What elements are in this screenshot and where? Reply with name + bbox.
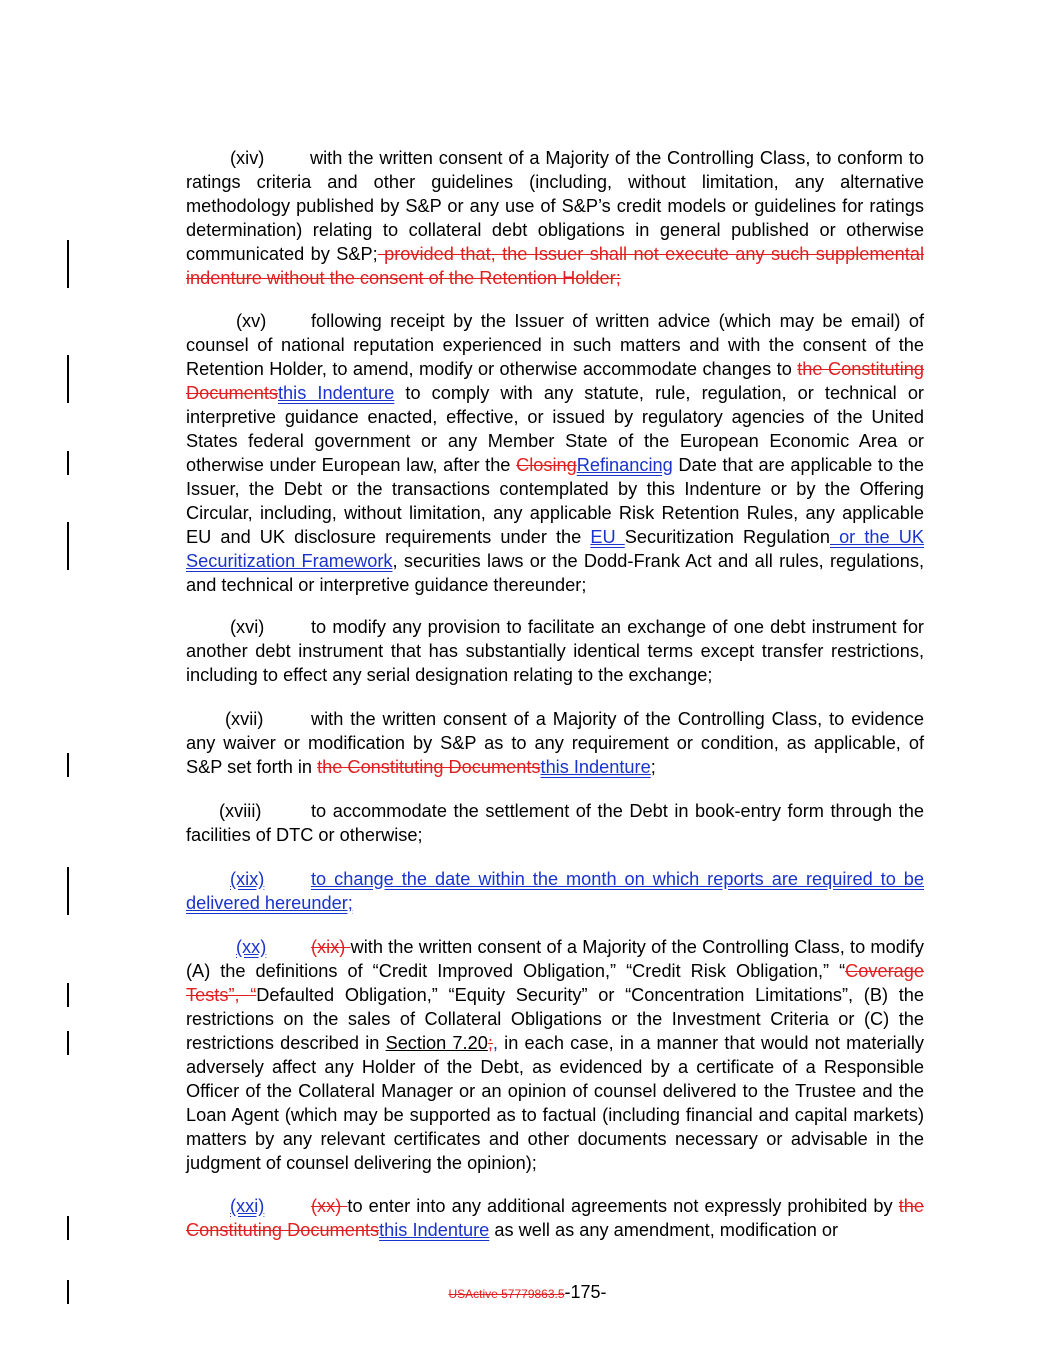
clause-number: (xix) — [230, 869, 265, 889]
clause-text: to modify any provision to facilitate an exchange of one debt instrument for another debt instrument that has substantially identical terms except transfer restrictions, including to effect any serial designation relating to the exchange; — [186, 617, 924, 685]
deleted-text: (xx) — [311, 1196, 348, 1216]
document-id: USActive 57779863.5 — [448, 1287, 565, 1301]
page-footer — [0, 1280, 1055, 1306]
change-bar — [67, 1031, 69, 1055]
change-bar — [67, 355, 69, 403]
clause-text: to comply with any statute, rule, regulation, or technical or interpretive guidance enacted, effective, or issued by regulatory agencies of the United States federal government or any Member State of the European Economic Area or otherwise under European law, after the — [186, 383, 924, 475]
deleted-text: (xix) — [311, 937, 351, 957]
deleted-text: provided that, the Issuer shall not execute any such supplemental indenture without the consent of the Retention Holder; — [186, 244, 924, 288]
change-bar — [67, 983, 69, 1007]
clause-number: (xx) — [236, 937, 267, 957]
paragraph-xix — [186, 867, 924, 915]
clause-text: to accommodate the settlement of the Debt in book-entry form through the facilities of DTC or otherwise; — [186, 801, 924, 845]
section-reference: Section 7.20 — [385, 1033, 488, 1053]
clause-text: with the written consent of a Majority of the Controlling Class, to modify (A) the definitions of “Credit Improved Obligation,” “Credit Risk Obligation,” “ — [186, 937, 924, 981]
deleted-text: ; — [487, 1033, 493, 1053]
inserted-text: this Indenture — [278, 383, 395, 403]
page-number: -175- — [564, 1282, 607, 1302]
clause-number: (xv) — [236, 311, 267, 331]
clause-text: as well as any amendment, modification or — [489, 1220, 839, 1240]
clause-text: ; — [650, 757, 656, 777]
inserted-text: , — [492, 1033, 498, 1053]
clause-text: Defaulted Obligation,” “Equity Security” or “Concentration Limitations”, (B) the restrictions on the sales of Collateral Obligations or the Investment Criteria or (C) the restrictions described in — [186, 985, 924, 1053]
inserted-text: or the UK Securitization Framework — [186, 527, 924, 571]
deleted-text: the Constituting Documents — [186, 1196, 925, 1240]
inserted-text: Refinancing — [576, 455, 673, 475]
clause-text: following receipt by the Issuer of written advice (which may be email) of counsel of national reputation experienced in such matters and with the consent of the Retention Holder, to amend, modify or otherwise accommodate changes to — [186, 311, 924, 379]
clause-number: (xvii) — [225, 709, 264, 729]
clause-number: (xiv) — [230, 148, 265, 168]
clause-text: Securitization Regulation — [624, 527, 830, 547]
inserted-text: this Indenture — [540, 757, 651, 777]
clause-text: with the written consent of a Majority of the Controlling Class, to evidence any waiver or modification by S&P as to any requirement or condition, as applicable, of S&P set forth in — [186, 709, 924, 777]
clause-number: (xviii) — [219, 801, 262, 821]
change-bar — [67, 867, 69, 915]
clause-text: , securities laws or the Dodd-Frank Act and all rules, regulations, and technical or interpretive guidance thereunder; — [186, 551, 924, 595]
clause-text: with the written consent of a Majority of the Controlling Class, to conform to ratings criteria and other guidelines (including, without limitation, any alternative methodology published by S&P or any use of S&P’s credit models or guidelines for ratings determination) relating to collateral debt obligations in general published or otherwise communicated by S&P; — [186, 148, 924, 264]
paragraph-xiv — [186, 146, 924, 290]
clause-number: (xxi) — [230, 1196, 265, 1216]
deleted-text: Coverage Tests”, “ — [186, 961, 924, 1005]
clause-text: in each case, in a manner that would not materially adversely affect any Holder of the Debt, as evidenced by a certificate of a Responsible Officer of the Collateral Manager or an opinion of counsel delivered to the Trustee and the Loan Agent (which may be supported as to factual (including financial and capital markets) matters by any relevant certificates and other documents necessary or advisable in the judgment of counsel delivering the opinion); — [186, 1033, 924, 1173]
paragraph-xxi — [186, 1194, 924, 1242]
change-bar — [67, 1216, 69, 1240]
paragraph-xviii — [186, 799, 924, 847]
clause-number: (xvi) — [230, 617, 265, 637]
deleted-text: the Constituting Documents — [317, 757, 541, 777]
clause-text: Date that are applicable to the Issuer, the Debt or the transactions contemplated by this Indenture or by the Offering Circular, including, without limitation, any applicable Risk Retention Rules, any applicable EU and UK disclosure requirements under the — [186, 455, 924, 547]
change-bar — [67, 451, 69, 475]
change-bar — [67, 522, 69, 570]
deleted-text: the Constituting Documents — [186, 359, 924, 403]
inserted-text: EU — [590, 527, 625, 547]
paragraph-xx — [186, 935, 924, 1175]
paragraph-xvii — [186, 707, 924, 779]
paragraph-xv — [186, 309, 924, 597]
inserted-text: this Indenture — [379, 1220, 490, 1240]
deleted-text: Closing — [516, 455, 577, 475]
clause-text: to enter into any additional agreements not expressly prohibited by — [347, 1196, 899, 1216]
inserted-text: to change the date within the month on which reports are required to be delivered hereunder; — [186, 869, 924, 913]
change-bar — [67, 753, 69, 777]
change-bar — [67, 240, 69, 288]
paragraph-xvi — [186, 615, 924, 687]
